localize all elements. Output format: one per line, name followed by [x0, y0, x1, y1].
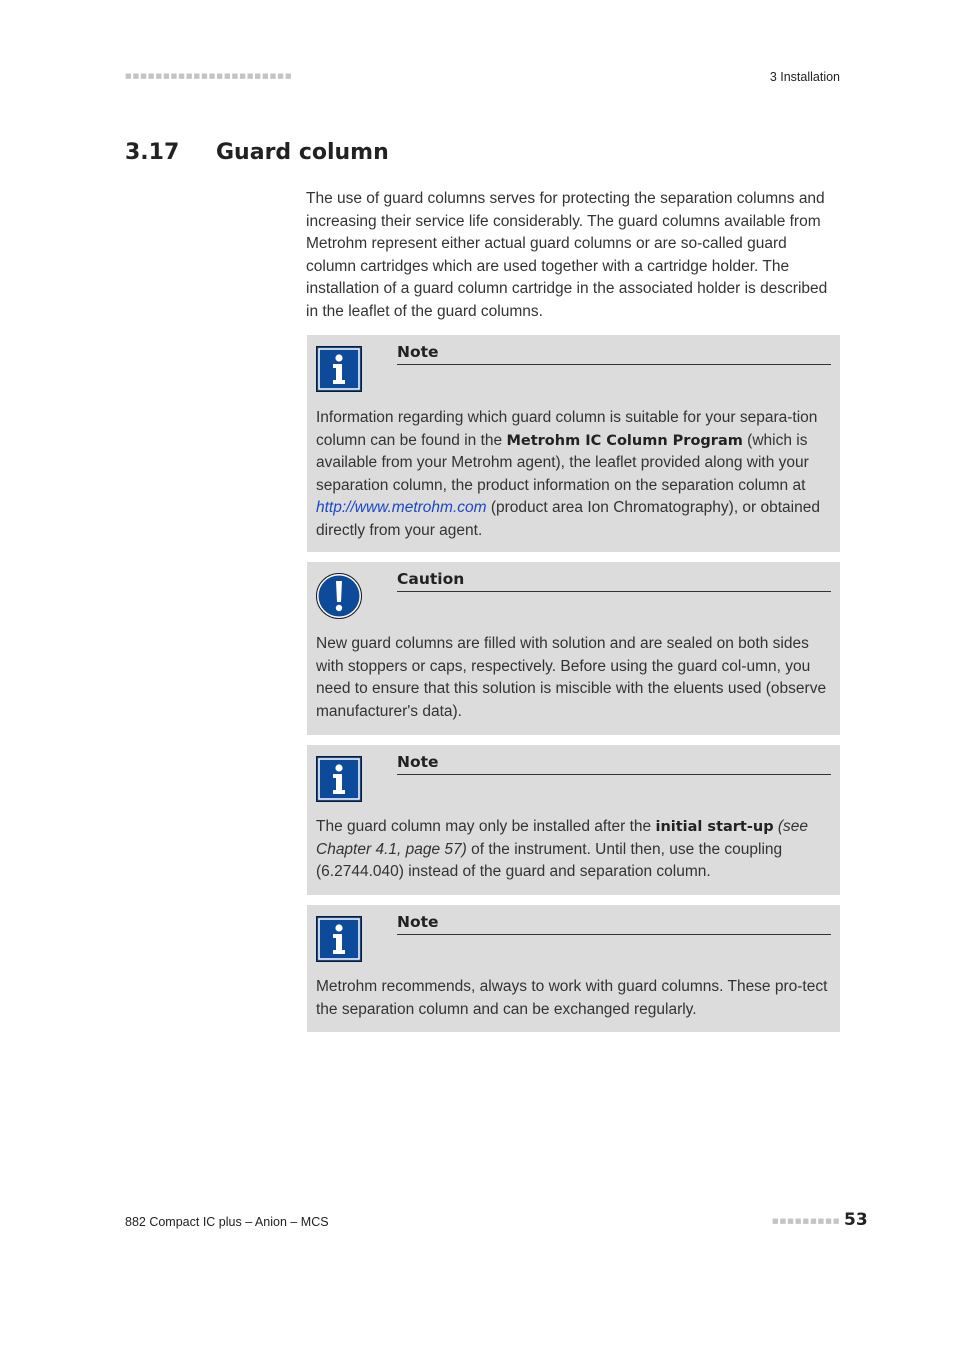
- caution-body: New guard columns are filled with solution and are sealed on both sides with stoppers or caps, respectively. Before using the guard col-umn, you need to ensure that this solution is miscible with the eluents used (observe manufacturer's data).: [316, 635, 827, 720]
- header-decoration: ■■■■■■■■■■■■■■■■■■■■■■: [125, 72, 293, 80]
- note-title: Note: [397, 343, 831, 365]
- note-title: Note: [397, 753, 831, 775]
- note-body: [316, 816, 832, 884]
- section-heading: [125, 140, 389, 165]
- footer-product: 882 Compact IC plus – Anion – MCS: [125, 1215, 329, 1229]
- note-text: of the instrument. Until then, use the coupling (6.2744.040) instead of the guard and separation column.: [316, 840, 783, 880]
- metrohm-link[interactable]: http://www.metrohm.com: [316, 499, 487, 516]
- note-body: [316, 407, 832, 542]
- chapter-reference-link[interactable]: (see Chapter 4.1, page 57): [316, 818, 809, 858]
- note-box-2: [307, 745, 840, 895]
- exclamation-icon: [316, 573, 362, 619]
- note-box-1: [307, 335, 840, 552]
- section-title: Guard column: [216, 140, 389, 165]
- footer-decoration: ■■■■■■■■■: [772, 1217, 841, 1225]
- info-icon: [316, 346, 362, 392]
- note-body: Metrohm recommends, always to work with guard columns. These pro-tect the separation column and can be exchanged regularly.: [316, 978, 828, 1018]
- caution-box: [307, 562, 840, 735]
- header-chapter: 3 Installation: [769, 70, 840, 84]
- note-text: (which is available from your Metrohm agent), the leaflet provided along with your separation column, the product information on the separation column at: [316, 431, 809, 494]
- note-title: Note: [397, 913, 831, 935]
- intro-paragraph: The use of guard columns serves for protecting the separation columns and increasing their service life considerably. The guard columns available from Metrohm represent either actual guard columns or are so-called guard column cartridges which are used together with a cartridge holder. The installation of a guard column cartridge in the associated holder is described in the leaflet of the guard columns.: [306, 190, 828, 320]
- note-text: (product area Ion Chromatography), or obtained directly from your agent.: [316, 499, 820, 539]
- caution-title: Caution: [397, 570, 831, 592]
- note-box-3: [307, 905, 840, 1032]
- note-text: The guard column may only be installed after the: [316, 818, 656, 835]
- page-number: 53: [844, 1210, 868, 1230]
- section-number: 3.17: [125, 140, 180, 165]
- info-icon: [316, 756, 362, 802]
- note-text: Information regarding which guard column is suitable for your separa-tion column can be found in the: [316, 409, 818, 449]
- note-bold-text: Metrohm IC Column Program: [506, 432, 743, 449]
- info-icon: [316, 916, 362, 962]
- note-bold-text: initial start-up: [655, 819, 774, 835]
